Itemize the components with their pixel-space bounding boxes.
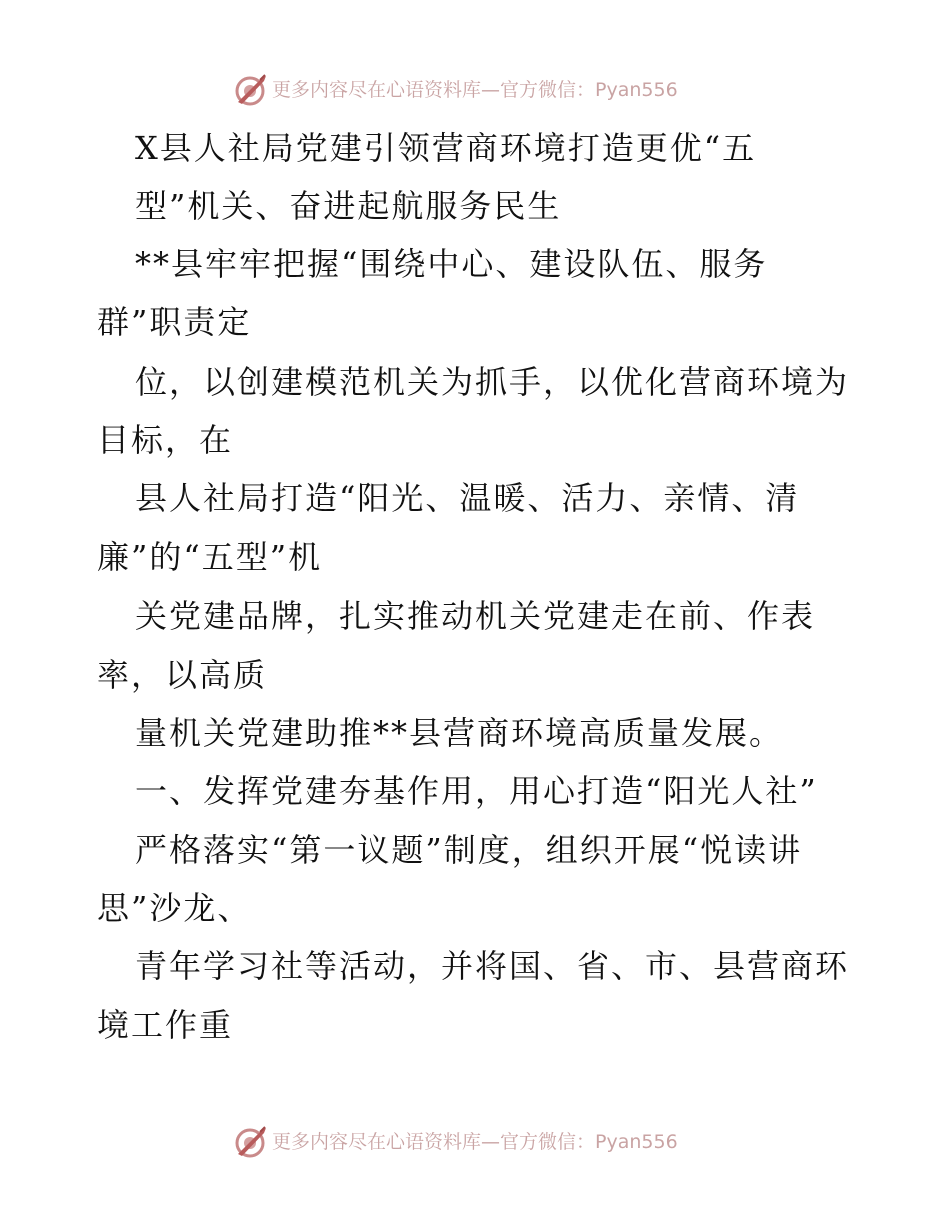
text-line: **县牢牢把握“围绕中心、建设队伍、服务 (135, 245, 768, 283)
section-heading: 一、发挥党建夯基作用，用心打造“阳光人社” (135, 772, 818, 810)
header-watermark-banner (0, 70, 950, 110)
text-line: X县人社局党建引领营商环境打造更优“五 (135, 129, 757, 167)
text-line: 县人社局打造“阳光、温暖、活力、亲情、清 (135, 479, 800, 517)
text-line: 位，以创建模范机关为抓手，以优化营商环境为 (135, 363, 850, 401)
text-line: 廉”的“五型”机 (97, 538, 323, 576)
text-line: 型”机关、奋进起航服务民生 (135, 187, 562, 225)
watermark-text: 更多内容尽在心语资料库—官方微信：Pyan556 (272, 1131, 678, 1153)
footer-watermark-banner (0, 1122, 950, 1162)
text-line: 思”沙龙、 (97, 889, 252, 927)
text-line: 目标，在 (97, 421, 234, 459)
text-line: 群”职责定 (97, 303, 252, 341)
text-line: 率，以高质 (97, 656, 268, 694)
text-line: 严格落实“第一议题”制度，组织开展“悦读讲 (135, 831, 803, 869)
quill-pen-logo-icon (232, 1124, 270, 1160)
text-line: 境工作重 (97, 1006, 234, 1044)
text-line: 青年学习社等活动，并将国、省、市、县营商环 (135, 947, 850, 985)
watermark-text: 更多内容尽在心语资料库—官方微信：Pyan556 (272, 79, 678, 101)
text-line: 量机关党建助推**县营商环境高质量发展。 (135, 714, 784, 752)
quill-pen-logo-icon (232, 72, 270, 108)
text-line: 关党建品牌，扎实推动机关党建走在前、作表 (135, 597, 816, 635)
